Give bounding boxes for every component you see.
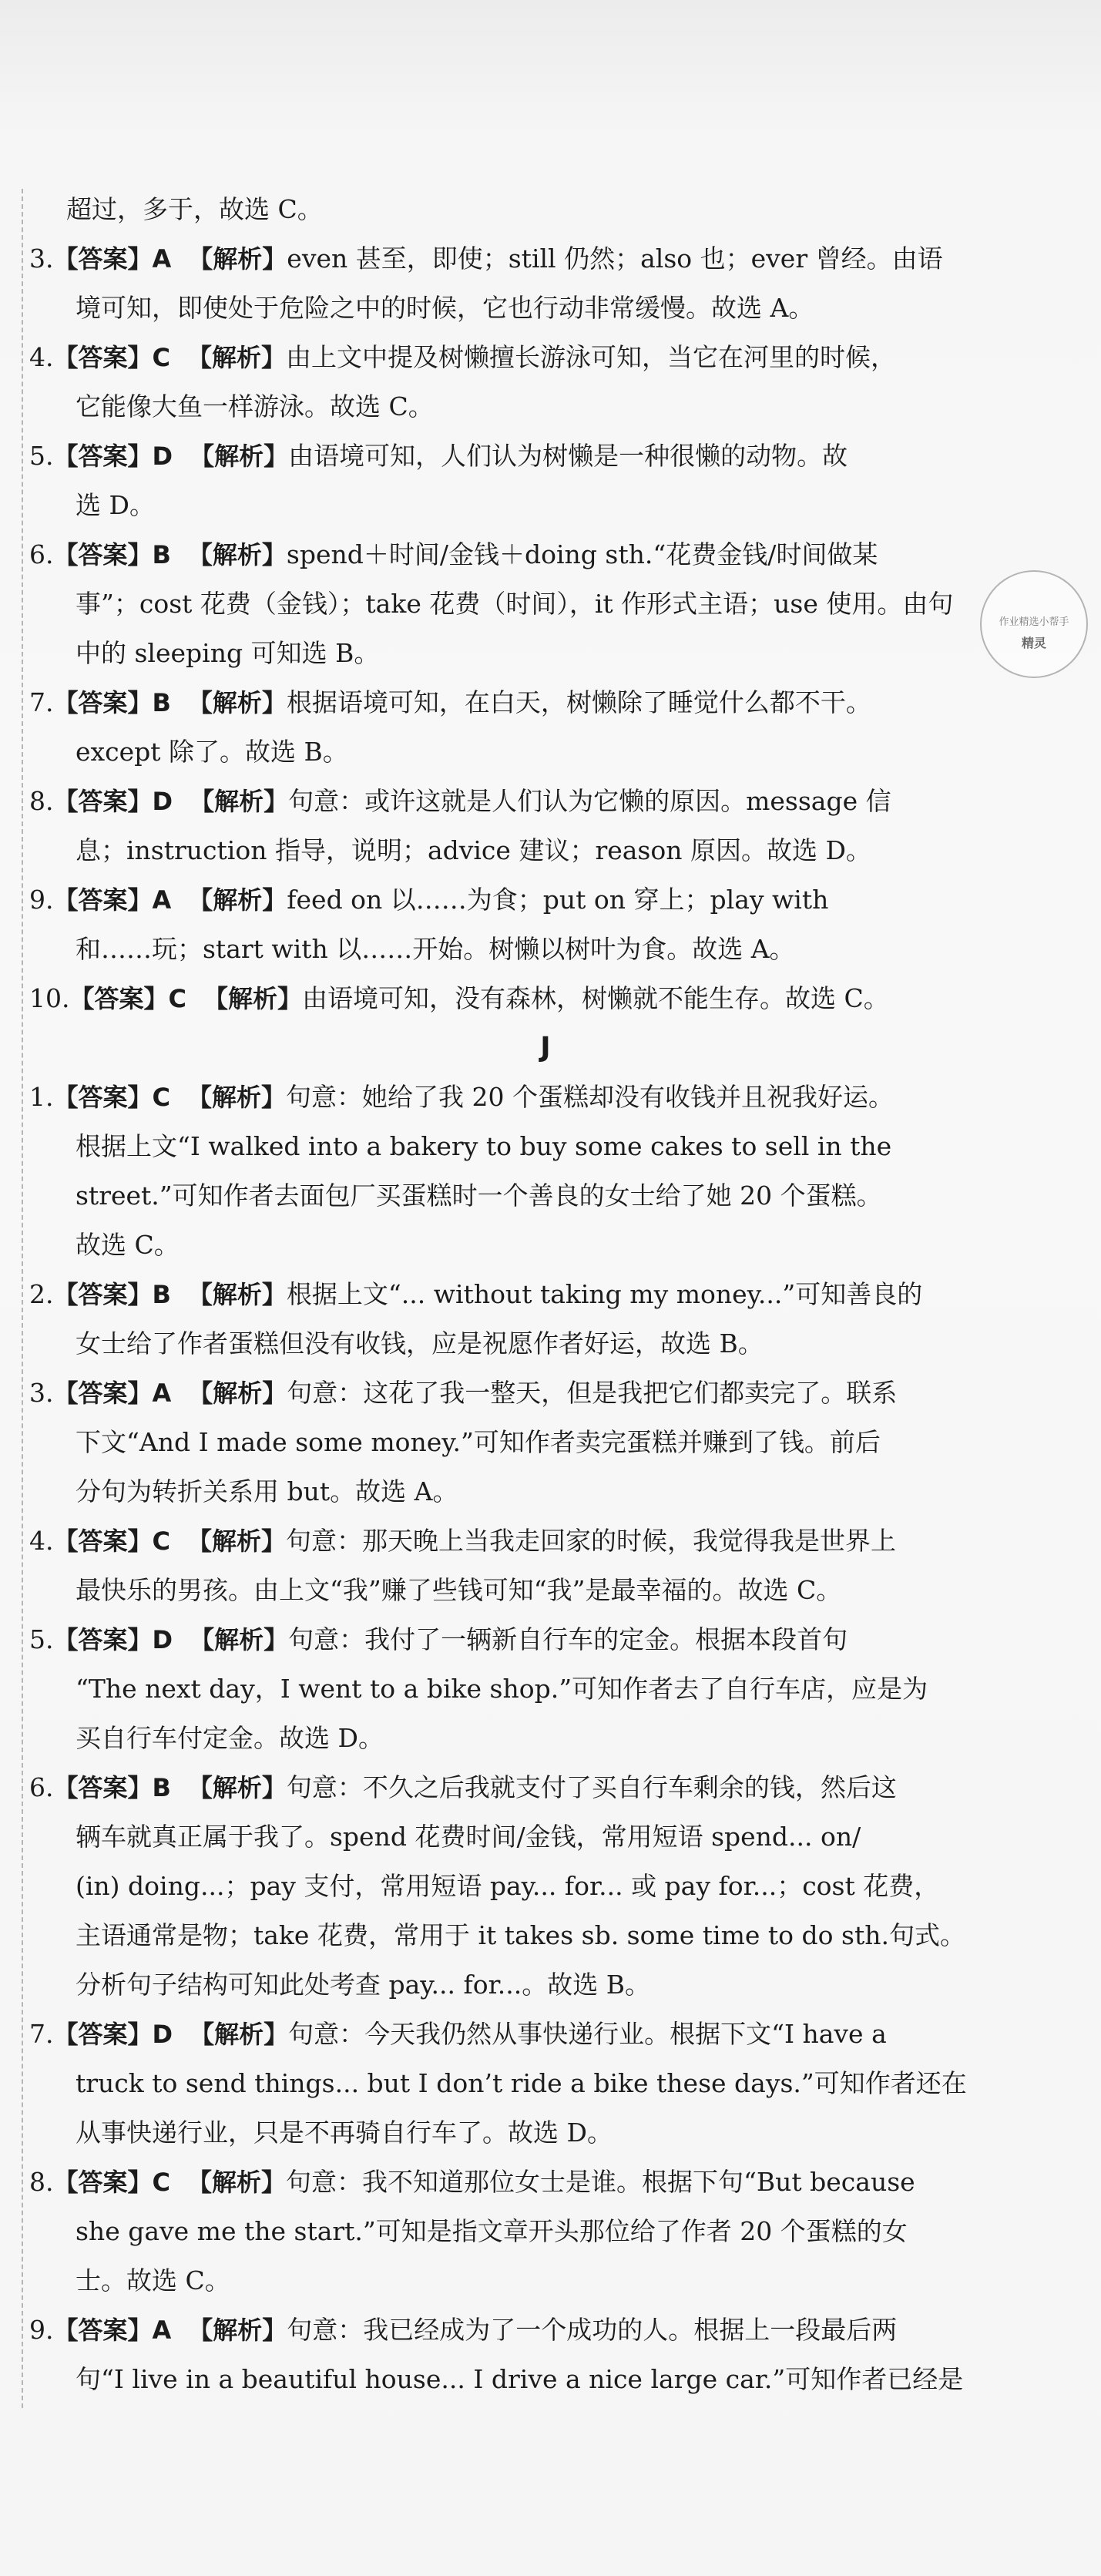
analysis-text: 由语境可知，人们认为树懒是一种很懒的动物。故 — [288, 441, 848, 471]
answer-item — [29, 1270, 1062, 1369]
answer-label: 【答案】B — [53, 688, 171, 717]
answer-label: 【答案】A — [53, 885, 172, 915]
question-number: 8. — [29, 786, 54, 816]
answer-item-first-line — [29, 333, 1062, 382]
analysis-text: 句意：今天我仍然从事快递行业。根据下文“I have a — [288, 2019, 887, 2049]
analysis-label: 【解析】 — [187, 540, 287, 569]
answer-label: 【答案】D — [53, 442, 173, 471]
answer-item-continuation: 它能像大鱼一样游泳。故选 C。 — [76, 391, 434, 421]
question-number: 3. — [29, 1378, 54, 1408]
answer-label: 【答案】D — [53, 787, 173, 816]
answer-item-continuation: truck to send things... but I don’t ride a bike these days.”可知作者还在 — [76, 2068, 967, 2098]
answer-label: 【答案】C — [53, 2168, 170, 2197]
answer-item-first-line — [29, 2306, 1062, 2355]
analysis-text: 由上文中提及树懒擅长游泳可知，当它在河里的时候， — [286, 342, 897, 372]
answer-item — [29, 875, 1062, 974]
answer-item — [29, 1369, 1062, 1516]
analysis-text: 句意：我付了一辆新自行车的定金。根据本段首句 — [288, 1624, 848, 1654]
answer-label: 【答案】B — [53, 540, 171, 569]
answer-item — [29, 333, 1062, 432]
answer-item-first-line — [29, 1073, 1062, 1122]
answer-item-continuation: 息；instruction 指导，说明；advice 建议；reason 原因。故选 D。 — [76, 835, 871, 865]
question-number: 4. — [29, 342, 54, 372]
answer-item-first-line — [29, 530, 1062, 579]
question-number: 3. — [29, 243, 54, 274]
question-number: 9. — [29, 885, 54, 915]
analysis-text: 句意：我不知道那位女士是谁。根据下句“But because — [286, 2167, 915, 2197]
question-number: 2. — [29, 1279, 54, 1309]
answer-label: 【答案】B — [53, 1280, 171, 1309]
answer-item-continuation: 从事快递行业，只是不再骑自行车了。故选 D。 — [76, 2118, 613, 2148]
analysis-label: 【解析】 — [187, 343, 287, 372]
stamp-text: 作业精选小帮手 — [999, 616, 1069, 628]
answer-label: 【答案】A — [53, 1379, 172, 1408]
answer-item — [29, 1763, 1062, 2010]
answer-item-first-line — [29, 1516, 1062, 1566]
answer-item-continuation: 主语通常是物；take 花费，常用于 it takes sb. some time to do sth.句式。 — [76, 1920, 965, 1950]
answer-item-continuation: 中的 sleeping 可知选 B。 — [76, 638, 380, 668]
answer-item-first-line — [29, 1369, 1062, 1418]
analysis-text: 句意：那天晚上当我走回家的时候，我觉得我是世界上 — [286, 1526, 897, 1556]
answer-item — [29, 678, 1062, 777]
margin-dashed-line — [22, 189, 23, 2408]
answer-item-first-line — [29, 2158, 1062, 2207]
answer-item — [29, 234, 1062, 333]
analysis-text: 句意：这花了我一整天，但是我把它们都卖完了。联系 — [287, 1378, 898, 1408]
answer-item-continuation: 分析句子结构可知此处考查 pay... for...。故选 B。 — [76, 1970, 650, 2000]
analysis-label: 【解析】 — [190, 2020, 289, 2049]
answer-label: 【答案】A — [53, 2316, 172, 2345]
answer-item-continuation: 根据上文“I walked into a bakery to buy some cakes to sell in the — [76, 1131, 892, 1161]
answer-key-content — [29, 185, 1062, 2404]
answer-item — [29, 777, 1062, 875]
analysis-label: 【解析】 — [187, 2168, 287, 2197]
answer-item-first-line — [29, 974, 1062, 1023]
analysis-text: 句意：不久之后我就支付了买自行车剩余的钱，然后这 — [286, 1772, 897, 1802]
answer-label: 【答案】C — [53, 1083, 170, 1112]
answer-item-continuation: 和……玩；start with 以……开始。树懒以树叶为食。故选 A。 — [76, 934, 795, 964]
analysis-label: 【解析】 — [203, 984, 302, 1013]
answer-item-first-line — [29, 1270, 1062, 1319]
answer-item-continuation: except 除了。故选 B。 — [76, 737, 348, 767]
stamp-text-2: 精灵 — [1021, 636, 1046, 650]
question-number: 5. — [29, 441, 54, 471]
answer-item-continuation: 买自行车付定金。故选 D。 — [76, 1723, 384, 1753]
analysis-label: 【解析】 — [187, 688, 287, 717]
answer-item-first-line — [29, 875, 1062, 925]
answer-label: 【答案】C — [53, 343, 170, 372]
analysis-label: 【解析】 — [188, 1379, 287, 1408]
question-number: 6. — [29, 539, 54, 569]
answer-label: 【答案】D — [53, 1625, 173, 1654]
answer-label: 【答案】A — [53, 244, 172, 274]
answer-item — [29, 1516, 1062, 1615]
answer-item-continuation: 故选 C。 — [76, 1230, 180, 1260]
answer-item — [29, 2010, 1062, 2158]
answer-item — [29, 432, 1062, 530]
answer-item — [29, 2306, 1062, 2404]
question-number: 5. — [29, 1624, 54, 1654]
answer-item-continuation: 辆车就真正属于我了。spend 花费时间/金钱，常用短语 spend... on/ — [76, 1822, 861, 1852]
section-heading: J — [540, 1032, 551, 1063]
answer-item-continuation: (in) doing...；pay 支付，常用短语 pay... for... 或 pay for...；cost 花费， — [76, 1871, 940, 1901]
question-number: 9. — [29, 2315, 54, 2345]
analysis-text: 句意：她给了我 20 个蛋糕却没有收钱并且祝我好运。 — [286, 1082, 894, 1112]
answer-item-continuation: 分句为转折关系用 but。故选 A。 — [76, 1476, 458, 1506]
answer-item-first-line — [29, 777, 1062, 826]
answer-item — [29, 1615, 1062, 1763]
answer-item-first-line — [29, 2010, 1062, 2059]
answer-label: 【答案】D — [53, 2020, 173, 2049]
question-number: 1. — [29, 1082, 54, 1112]
question-number: 10. — [29, 983, 70, 1013]
answer-item-continuation: 事”；cost 花费（金钱）；take 花费（时间），it 作形式主语；use 使用。由句 — [76, 589, 954, 619]
answer-item-first-line — [29, 678, 1062, 727]
answer-item — [29, 185, 1062, 234]
analysis-label: 【解析】 — [188, 2316, 287, 2345]
answer-item — [29, 974, 1062, 1023]
analysis-label: 【解析】 — [190, 1625, 289, 1654]
answer-item-continuation: 女士给了作者蛋糕但没有收钱，应是祝愿作者好运，故选 B。 — [76, 1328, 764, 1359]
answer-item — [29, 2158, 1062, 2306]
question-number: 7. — [29, 2019, 54, 2049]
analysis-text: 根据上文“... without taking my money...”可知善良的 — [286, 1279, 923, 1309]
answer-item-continuation: “The next day，I went to a bike shop.”可知作者去了自行车店，应是为 — [76, 1674, 928, 1704]
analysis-text: 句意：或许这就是人们认为它懒的原因。message 信 — [288, 786, 891, 816]
analysis-text: even 甚至，即使；still 仍然；also 也；ever 曾经。由语 — [287, 243, 943, 274]
question-number: 6. — [29, 1772, 54, 1802]
analysis-label: 【解析】 — [188, 244, 287, 274]
answer-item-continuation: 士。故选 C。 — [76, 2265, 230, 2296]
answer-item-continuation: 下文“And I made some money.”可知作者卖完蛋糕并赚到了钱。前后 — [76, 1427, 881, 1457]
answer-item-continuation: 最快乐的男孩。由上文“我”赚了些钱可知“我”是最幸福的。故选 C。 — [76, 1575, 842, 1605]
analysis-label: 【解析】 — [187, 1280, 287, 1309]
answer-item-continuation: street.”可知作者去面包厂买蛋糕时一个善良的女士给了她 20 个蛋糕。 — [76, 1181, 882, 1211]
answer-item-continuation: she gave me the start.”可知是指文章开头那位给了作者 20 个蛋糕的女 — [76, 2216, 908, 2246]
analysis-text: 由语境可知，没有森林，树懒就不能生存。故选 C。 — [302, 983, 889, 1013]
answer-label: 【答案】C — [53, 1526, 170, 1556]
answer-item-continuation: 选 D。 — [76, 490, 155, 520]
answer-item-first-line — [29, 432, 1062, 481]
answer-item-continuation: 超过，多于，故选 C。 — [66, 194, 323, 224]
answer-label: 【答案】B — [53, 1773, 171, 1802]
analysis-label: 【解析】 — [187, 1083, 287, 1112]
analysis-text: feed on 以……为食；put on 穿上；play with — [287, 885, 829, 915]
question-number: 4. — [29, 1526, 54, 1556]
analysis-label: 【解析】 — [190, 787, 289, 816]
answer-item-continuation: 境可知，即使处于危险之中的时候，它也行动非常缓慢。故选 A。 — [76, 293, 814, 323]
analysis-label: 【解析】 — [187, 1526, 287, 1556]
question-number: 8. — [29, 2167, 54, 2197]
analysis-text: 句意：我已经成为了一个成功的人。根据上一段最后两 — [287, 2315, 898, 2345]
analysis-label: 【解析】 — [187, 1773, 287, 1802]
answer-item-first-line — [29, 1763, 1062, 1812]
answer-item-first-line — [29, 234, 1062, 284]
answer-item — [29, 1073, 1062, 1270]
answer-item-first-line — [29, 1615, 1062, 1664]
answer-label: 【答案】C — [69, 984, 186, 1013]
analysis-text: spend＋时间/金钱＋doing sth.“花费金钱/时间做某 — [286, 539, 878, 569]
question-number: 7. — [29, 687, 54, 717]
analysis-label: 【解析】 — [190, 442, 289, 471]
answer-item — [29, 530, 1062, 678]
answer-item-continuation: 句“I live in a beautiful house... I drive a nice large car.”可知作者已经是 — [76, 2364, 964, 2394]
analysis-label: 【解析】 — [188, 885, 287, 915]
analysis-text: 根据语境可知，在白天，树懒除了睡觉什么都不干。 — [286, 687, 871, 717]
